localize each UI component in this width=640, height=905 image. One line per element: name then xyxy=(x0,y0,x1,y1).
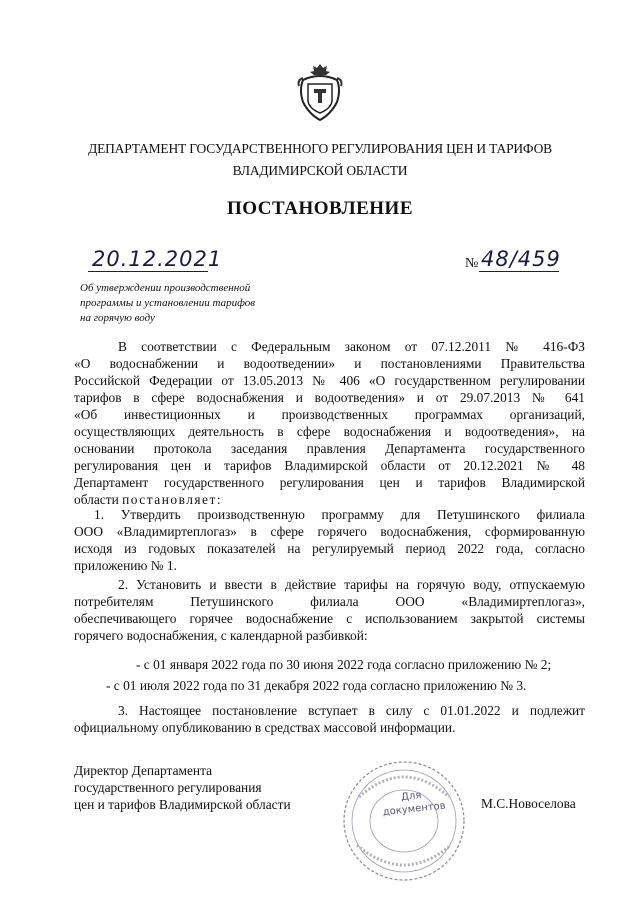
department-name: ДЕПАРТАМЕНТ ГОСУДАРСТВЕННОГО РЕГУЛИРОВАНИЯ ЦЕН И ТАРИФОВ xyxy=(88,141,552,156)
document-date: 20.12.2021 xyxy=(92,247,223,271)
text-line: ООО «Владимиртеплогаз» в сфере горячего водоснабжения, сформированную xyxy=(74,524,585,539)
text-line: 3. Настоящее постановление вступает в силу с 01.01.2022 и подлежит xyxy=(118,703,585,718)
decree-word: постановляет: xyxy=(122,492,223,507)
date-underline xyxy=(88,271,208,272)
text-line: 2. Установить и ввести в действие тарифы на горячую воду, отпускаемую xyxy=(118,577,585,592)
text-line: «О водоснабжении и водоотведении» и постановлениями Правительства xyxy=(74,356,585,371)
document-title: ПОСТАНОВЛЕНИЕ xyxy=(226,198,414,219)
stamp-text-line: Для xyxy=(400,790,422,804)
signatory-position xyxy=(74,762,291,813)
department-region: ВЛАДИМИРСКОЙ ОБЛАСТИ xyxy=(232,163,408,178)
text-line: приложению № 1. xyxy=(74,558,177,573)
text-line: - с 01 июля 2022 года по 31 декабря 2022 года согласно приложению № 3. xyxy=(106,678,527,693)
text-line: тарифов в сфере водоснабжения и водоотведения» и от 29.07.2013 № 641 xyxy=(74,390,585,405)
item-3-paragraph xyxy=(74,702,585,736)
text-line: «Об инвестиционных и производственных программах организаций, xyxy=(74,407,585,422)
list-item xyxy=(74,656,585,673)
item-1-paragraph xyxy=(74,506,585,574)
text-line: исходя из годовых показателей на регулируемый период 2022 года, согласно xyxy=(74,541,585,556)
number-underline xyxy=(479,271,559,272)
text-line: горячего водоснабжения, с календарной разбивкой: xyxy=(74,628,368,643)
signatory-name: М.С.Новоселова xyxy=(481,796,576,811)
text-line: Департамент государственного регулирования цен и тарифов Владимирской xyxy=(74,475,585,490)
subject-line: Об утверждении производственной xyxy=(80,282,251,294)
position-line: государственного регулирования xyxy=(74,780,262,795)
text-line: осуществляющих деятельность в сфере водоснабжения и водоотведения», на xyxy=(74,424,585,439)
coat-of-arms-icon xyxy=(297,62,343,122)
stamp-text-line: документов xyxy=(382,800,447,819)
stamp-seal xyxy=(339,757,469,885)
text-line: потребителям Петушинского филиала ООО «Владимиртеплогаз», xyxy=(74,594,585,609)
list-item xyxy=(74,677,585,694)
subject-line: на горячую воду xyxy=(80,312,155,324)
text-line: обеспечивающего горячее водоснабжение с использованием закрытой системы xyxy=(74,611,585,626)
number-label: № xyxy=(465,256,479,271)
text-line: официальному опубликованию в средствах массовой информации. xyxy=(74,720,456,735)
item-2-paragraph xyxy=(74,576,585,644)
text-line: Российской Федерации от 13.05.2013 № 406 «О государственном регулировании xyxy=(74,373,585,388)
text-line: В соответствии с Федеральным законом от 07.12.2011 № 416-ФЗ xyxy=(118,339,585,354)
text-line: основании протокола заседания правления Департамента государственного xyxy=(74,441,585,456)
preamble-paragraph xyxy=(74,338,585,508)
document-number: 48/459 xyxy=(481,247,561,271)
subject-line: программы и установлении тарифов xyxy=(80,297,256,309)
text-line: 1. Утвердить производственную программу для Петушинского филиала xyxy=(94,507,585,522)
text-line: - с 01 января 2022 года по 30 июня 2022 года согласно приложению № 2; xyxy=(136,657,552,672)
position-line: Директор Департамента xyxy=(74,763,213,778)
text-line: регулирования цен и тарифов Владимирской области от 20.12.2021 № 48 xyxy=(74,458,585,473)
position-line: цен и тарифов Владимирской области xyxy=(74,797,291,812)
document-subject xyxy=(80,281,330,326)
text-fragment: области xyxy=(74,492,123,507)
